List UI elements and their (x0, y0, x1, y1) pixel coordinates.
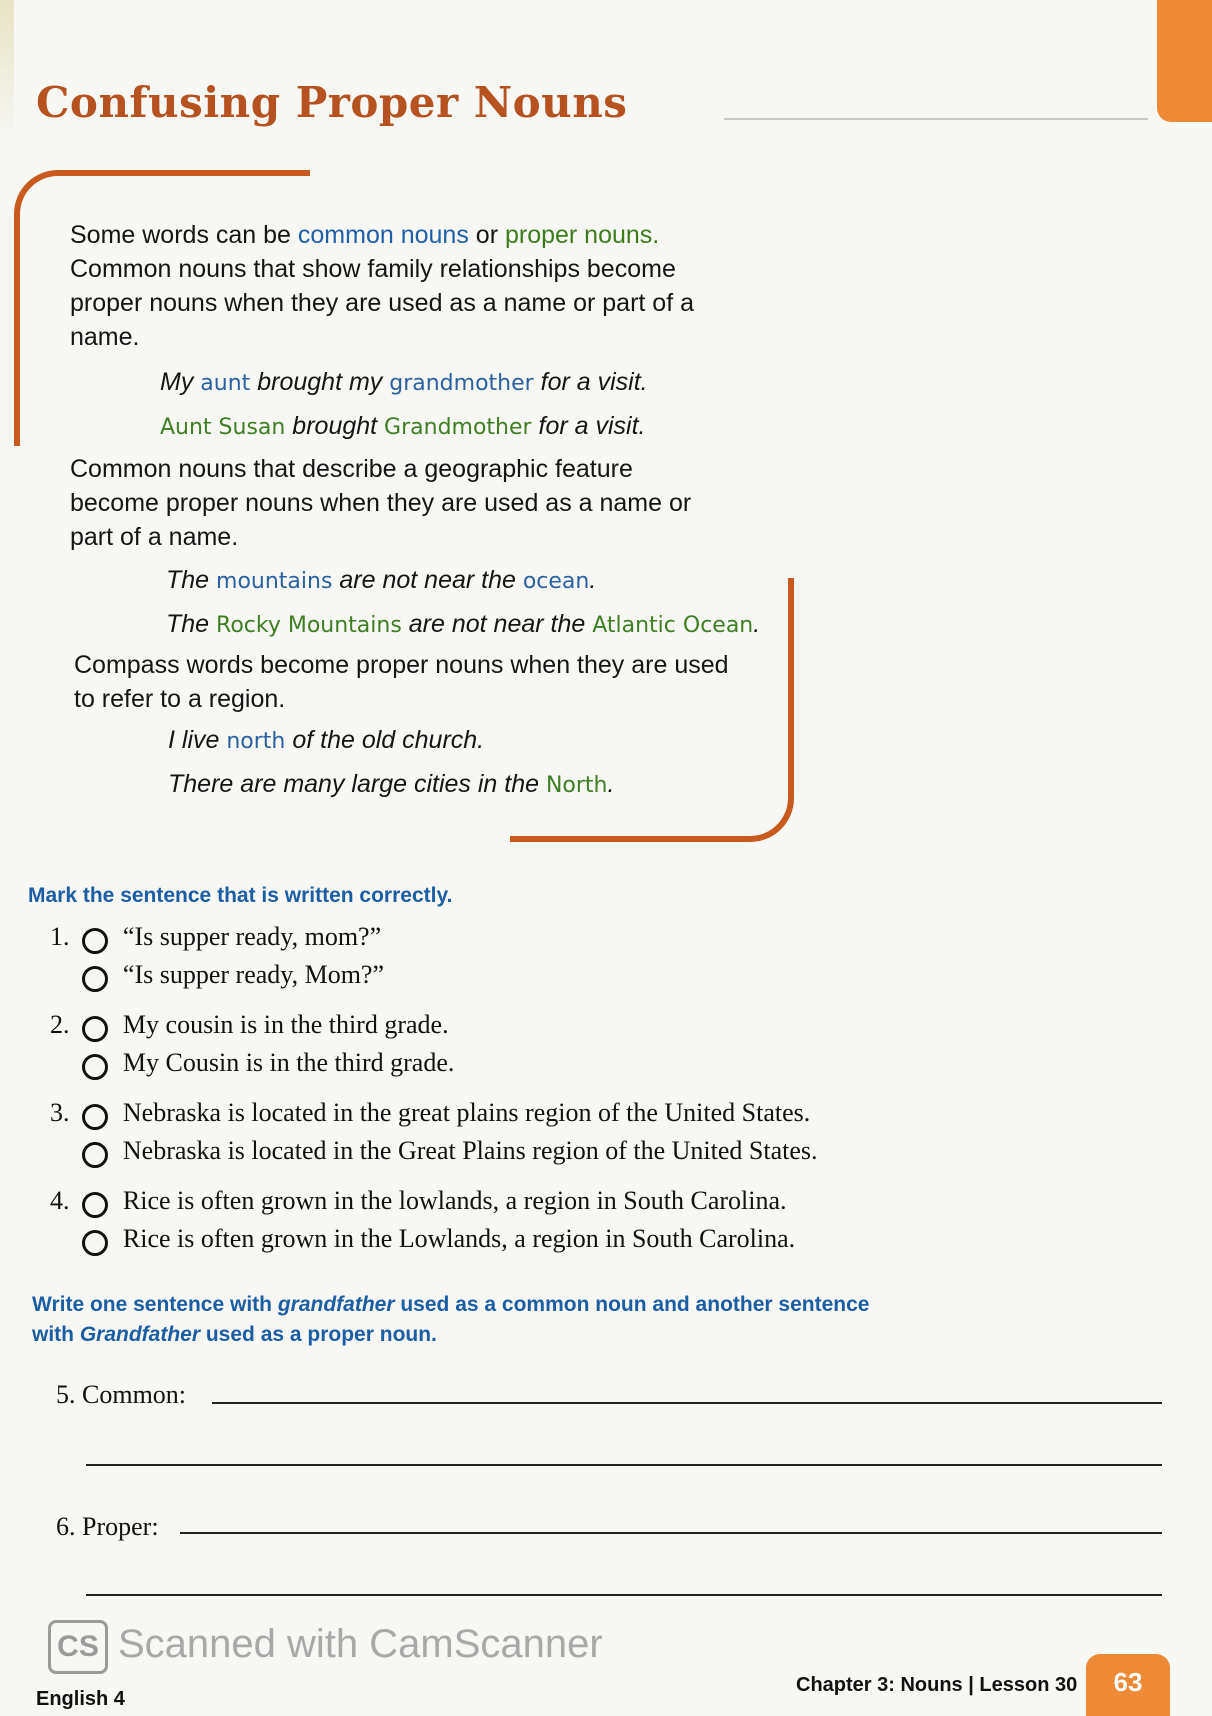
text: for a visit. (533, 368, 648, 396)
text: brought my (250, 368, 390, 396)
text: The (166, 610, 217, 638)
lesson-line: name. (70, 323, 140, 351)
option-text: My Cousin is in the third grade. (122, 1048, 455, 1077)
lesson-line: become proper nouns when they are used as a name or (70, 489, 692, 517)
option-text: Rice is often grown in the Lowlands, a region in South Carolina. (122, 1224, 796, 1253)
example-1 (160, 368, 648, 397)
text: I live (168, 726, 227, 754)
emphasis-word: Grandfather (79, 1323, 201, 1346)
example-5 (168, 726, 484, 755)
answer-line-common-2[interactable] (86, 1464, 1162, 1466)
radio-button[interactable] (82, 1230, 108, 1256)
radio-button[interactable] (82, 1192, 108, 1218)
lesson-line: Common nouns that show family relationships become (70, 255, 676, 283)
option-row (50, 1010, 1150, 1048)
question-3 (50, 1098, 1150, 1174)
emphasis-word: grandfather (277, 1293, 395, 1316)
example-4 (166, 610, 760, 639)
question-5-label: 5. Common: (56, 1380, 187, 1409)
question-number: 4. (50, 1186, 70, 1215)
radio-button[interactable] (82, 1104, 108, 1130)
option-row (50, 1136, 1150, 1174)
option-row (50, 960, 1150, 998)
example-word: north (226, 729, 286, 754)
term-proper-nouns: proper nouns. (504, 221, 660, 249)
lesson-paragraph-3 (74, 648, 729, 716)
example-3 (166, 566, 596, 595)
option-row (50, 1186, 1150, 1224)
radio-button[interactable] (82, 1142, 108, 1168)
page-edge-shadow (0, 0, 14, 140)
example-word: Atlantic Ocean (592, 613, 754, 638)
camscanner-watermark: Scanned with CamScanner (118, 1622, 603, 1666)
option-text: My cousin is in the third grade. (122, 1010, 449, 1039)
text: . (589, 566, 597, 594)
corner-tab (1157, 0, 1212, 122)
instruction-mark-correct: Mark the sentence that is written correctly. (28, 884, 453, 907)
answer-line-proper-2[interactable] (86, 1594, 1162, 1596)
term-common-nouns: common nouns (297, 221, 469, 249)
question-1 (50, 922, 1150, 998)
example-6 (168, 770, 614, 799)
text: . (607, 770, 615, 798)
text: used as a common noun and another sentence (394, 1293, 870, 1316)
lesson-line: proper nouns when they are used as a name or part of a (70, 289, 694, 317)
footer-chapter: Chapter 3: Nouns | Lesson 30 (796, 1674, 1078, 1696)
example-word: aunt (200, 371, 251, 396)
text: . (753, 610, 761, 638)
example-word: grandmother (389, 371, 534, 396)
text: with (32, 1323, 80, 1346)
radio-button[interactable] (82, 928, 108, 954)
option-row (50, 1224, 1150, 1262)
example-word: ocean (522, 569, 590, 594)
question-6-label: 6. Proper: (56, 1512, 159, 1541)
radio-button[interactable] (82, 1016, 108, 1042)
instruction-line (32, 1320, 869, 1350)
page-number: 63 (1086, 1654, 1170, 1716)
text: or (468, 221, 505, 249)
text: for a visit. (531, 412, 646, 440)
text: Write one sentence with (32, 1293, 278, 1316)
option-row (50, 1048, 1150, 1086)
question-number: 3. (50, 1098, 70, 1127)
question-2 (50, 1010, 1150, 1086)
text: There are many large cities in the (168, 770, 546, 798)
answer-line-proper[interactable] (180, 1532, 1162, 1534)
lesson-paragraph-1 (70, 218, 694, 354)
instruction-write-sentences (32, 1290, 869, 1350)
option-text: Nebraska is located in the Great Plains region of the United States. (122, 1136, 818, 1165)
lesson-line: Compass words become proper nouns when they are used (74, 651, 729, 679)
text: are not near the (332, 566, 523, 594)
example-2 (160, 412, 646, 441)
example-word: Grandmother (384, 415, 532, 440)
page-title: Confusing Proper Nouns (36, 78, 628, 127)
lesson-paragraph-2 (70, 452, 691, 554)
instruction-line (32, 1290, 869, 1320)
question-4 (50, 1186, 1150, 1262)
lesson-line: part of a name. (70, 523, 239, 551)
text: brought (285, 412, 385, 440)
text: are not near the (401, 610, 593, 638)
radio-button[interactable] (82, 1054, 108, 1080)
text: My (160, 368, 201, 396)
radio-button[interactable] (82, 966, 108, 992)
camscanner-logo: CS (48, 1620, 108, 1674)
text: The (166, 566, 217, 594)
option-row (50, 922, 1150, 960)
text: used as a proper noun. (200, 1323, 437, 1346)
question-number: 2. (50, 1010, 70, 1039)
title-rule (724, 118, 1148, 120)
option-text: “Is supper ready, Mom?” (122, 960, 385, 989)
lesson-line (70, 218, 694, 252)
example-word: mountains (216, 569, 333, 594)
option-row (50, 1098, 1150, 1136)
text: of the old church. (285, 726, 485, 754)
lesson-line: to refer to a region. (74, 685, 286, 713)
example-word: Rocky Mountains (216, 613, 402, 638)
example-word: North (545, 773, 608, 798)
option-text: Nebraska is located in the great plains region of the United States. (122, 1098, 811, 1127)
option-text: “Is supper ready, mom?” (122, 922, 382, 951)
answer-line-common[interactable] (212, 1402, 1162, 1404)
question-number: 1. (50, 922, 70, 951)
lesson-line: Common nouns that describe a geographic feature (70, 455, 633, 483)
text: Some words can be (70, 221, 298, 249)
footer-book-title: English 4 (36, 1688, 125, 1710)
option-text: Rice is often grown in the lowlands, a region in South Carolina. (122, 1186, 787, 1215)
example-word: Aunt Susan (160, 415, 286, 440)
